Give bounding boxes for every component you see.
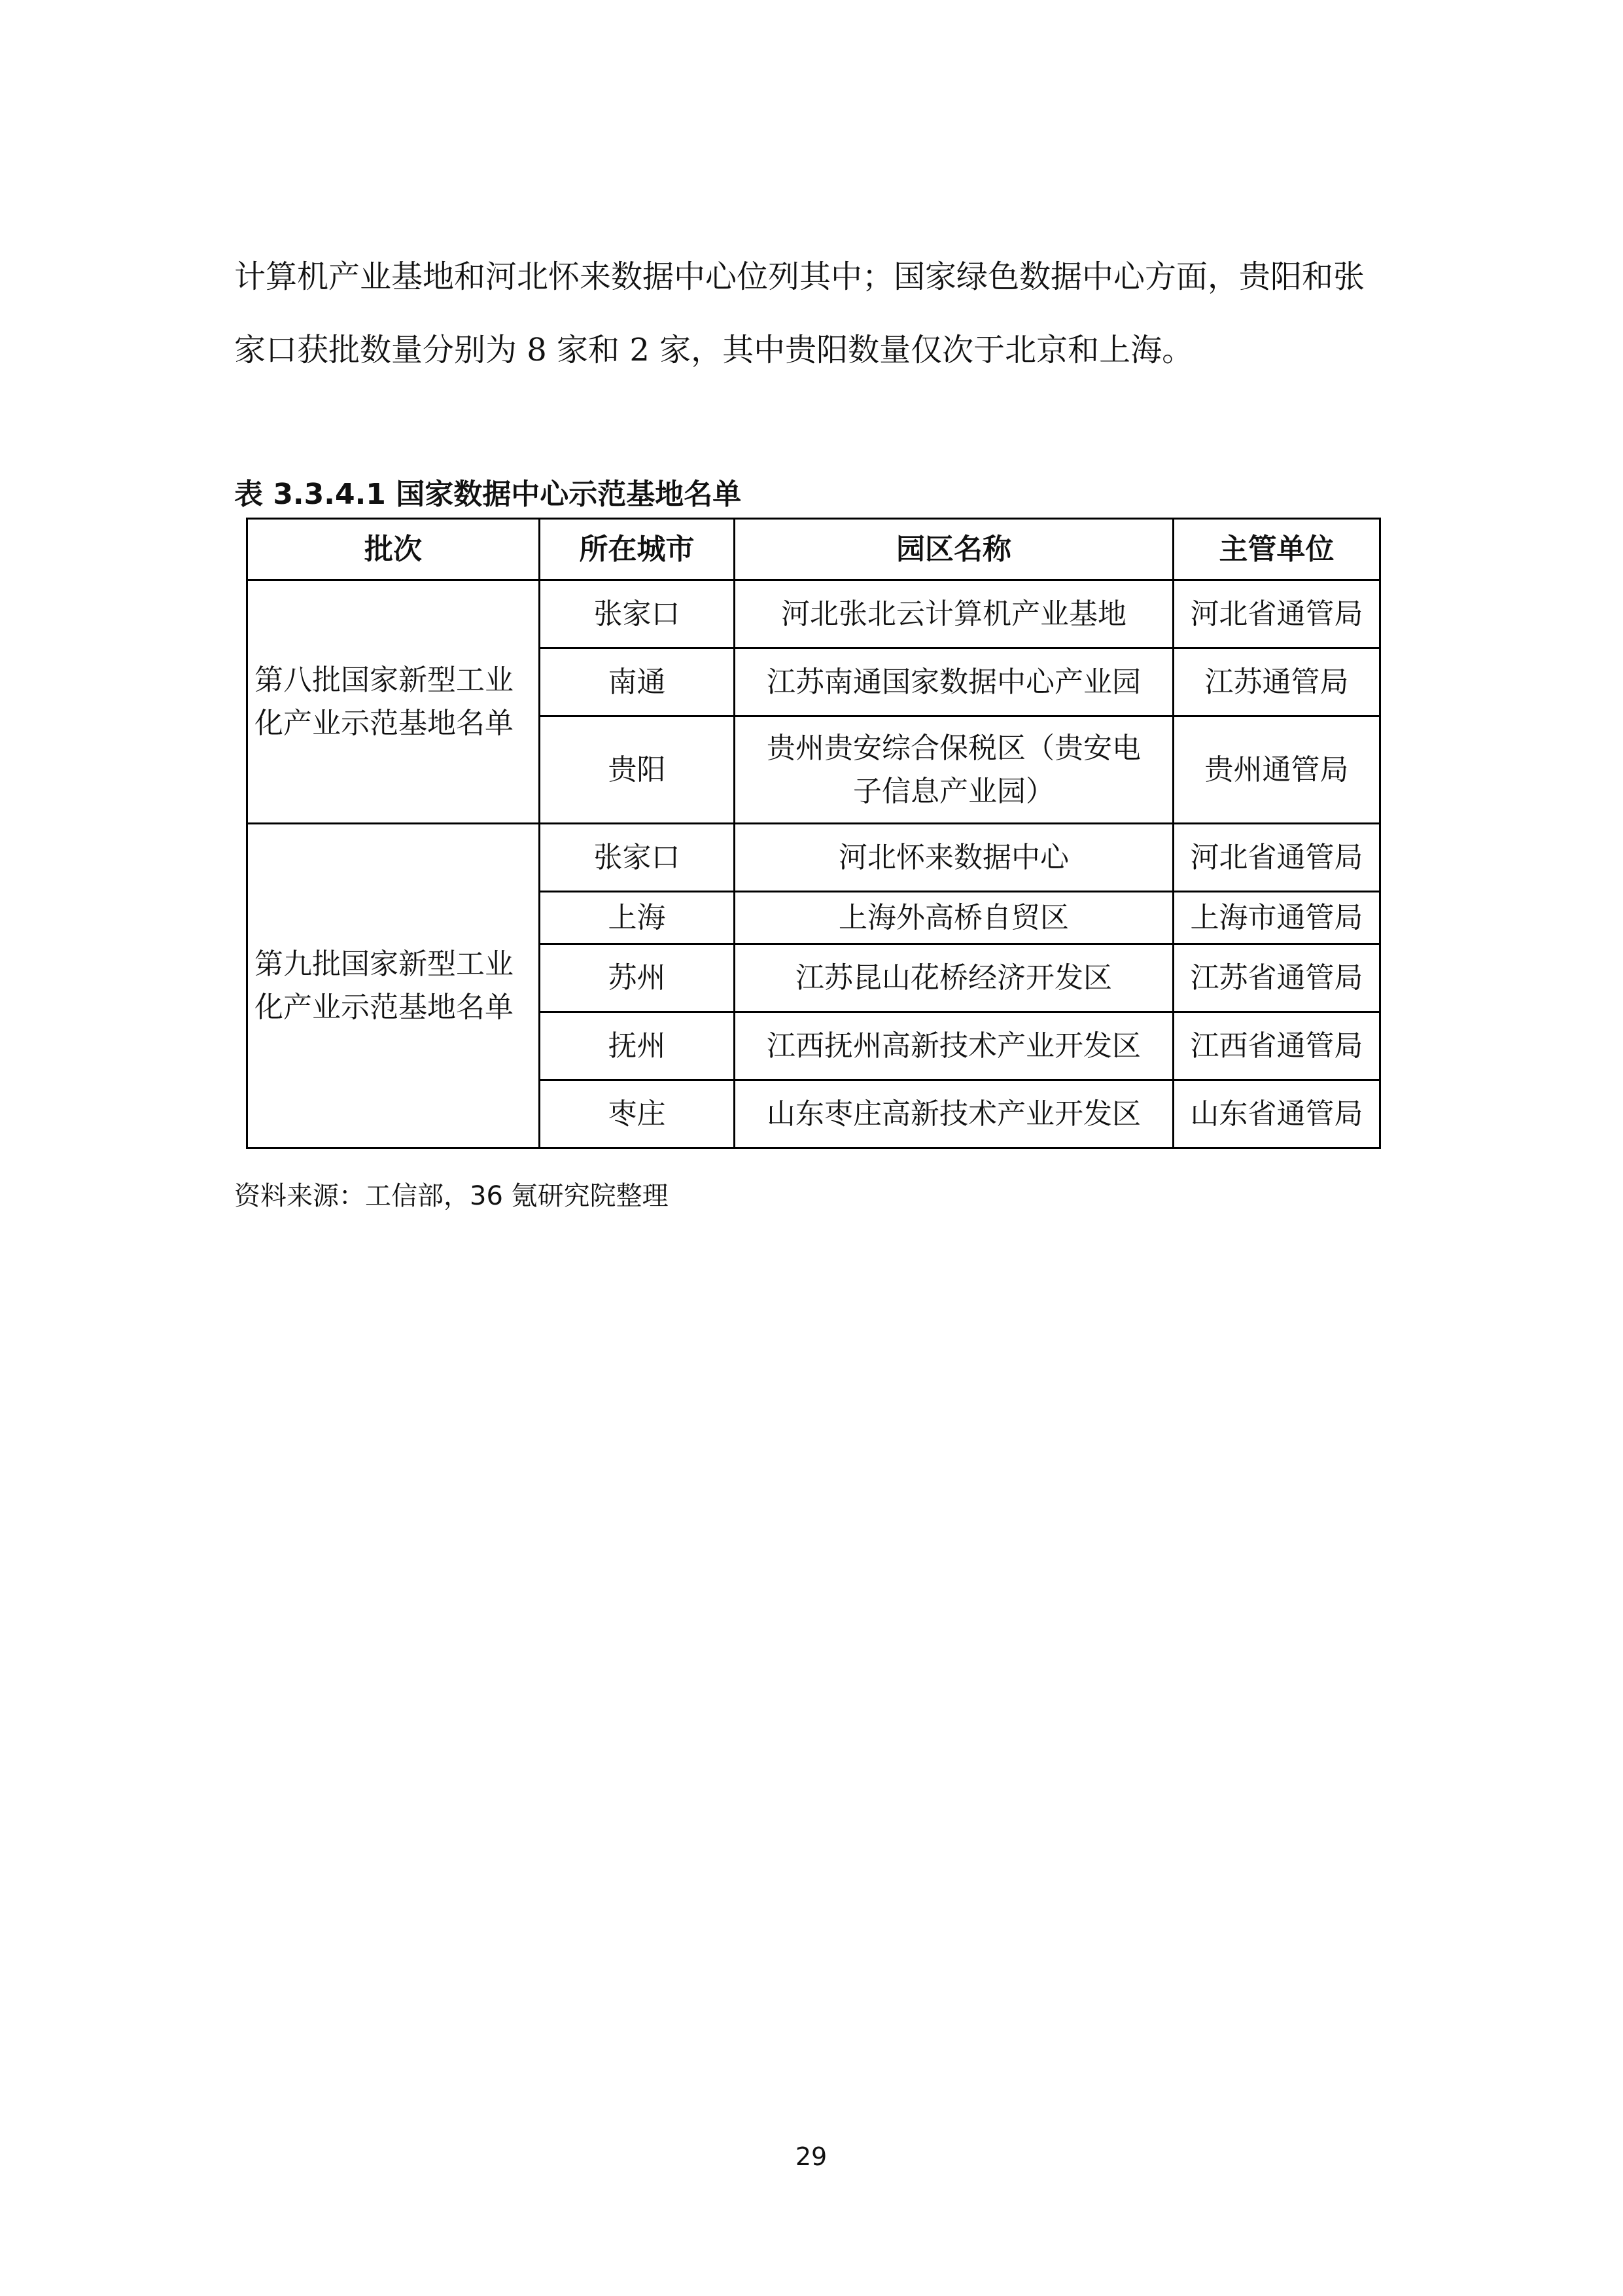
city-cell: 苏州 xyxy=(540,944,735,1012)
source-note: 资料来源：工信部，36 氪研究院整理 xyxy=(234,1181,669,1211)
authority-cell: 江西省通管局 xyxy=(1174,1012,1380,1080)
park-cell: 贵州贵安综合保税区（贵安电子信息产业园） xyxy=(735,716,1174,824)
park-cell: 江苏昆山花桥经济开发区 xyxy=(735,944,1174,1012)
batch-cell: 第九批国家新型工业化产业示范基地名单 xyxy=(247,824,540,1148)
park-cell: 上海外高桥自贸区 xyxy=(735,892,1174,944)
authority-cell: 贵州通管局 xyxy=(1174,716,1380,824)
authority-cell: 河北省通管局 xyxy=(1174,824,1380,892)
table-caption: 表 3.3.4.1 国家数据中心示范基地名单 xyxy=(234,478,742,511)
authority-cell: 江苏通管局 xyxy=(1174,648,1380,716)
column-header: 园区名称 xyxy=(735,519,1174,580)
authority-cell: 山东省通管局 xyxy=(1174,1080,1380,1148)
column-header: 主管单位 xyxy=(1174,519,1380,580)
table-row xyxy=(247,580,1380,648)
table-row xyxy=(247,824,1380,892)
paragraph-line: 计算机产业基地和河北怀来数据中心位列其中；国家绿色数据中心方面，贵阳和张 xyxy=(234,258,1365,295)
city-cell: 枣庄 xyxy=(540,1080,735,1148)
table-header-row xyxy=(247,519,1380,580)
city-cell: 张家口 xyxy=(540,580,735,648)
city-cell: 抚州 xyxy=(540,1012,735,1080)
column-header: 批次 xyxy=(247,519,540,580)
city-cell: 贵阳 xyxy=(540,716,735,824)
column-header: 所在城市 xyxy=(540,519,735,580)
authority-cell: 上海市通管局 xyxy=(1174,892,1380,944)
city-cell: 张家口 xyxy=(540,824,735,892)
park-cell: 山东枣庄高新技术产业开发区 xyxy=(735,1080,1174,1148)
park-cell: 河北怀来数据中心 xyxy=(735,824,1174,892)
paragraph-line: 家口获批数量分别为 8 家和 2 家，其中贵阳数量仅次于北京和上海。 xyxy=(234,332,1194,368)
park-cell: 河北张北云计算机产业基地 xyxy=(735,580,1174,648)
park-cell: 江西抚州高新技术产业开发区 xyxy=(735,1012,1174,1080)
data-center-table xyxy=(246,518,1381,1149)
batch-cell: 第八批国家新型工业化产业示范基地名单 xyxy=(247,580,540,824)
city-cell: 南通 xyxy=(540,648,735,716)
park-cell: 江苏南通国家数据中心产业园 xyxy=(735,648,1174,716)
authority-cell: 河北省通管局 xyxy=(1174,580,1380,648)
city-cell: 上海 xyxy=(540,892,735,944)
authority-cell: 江苏省通管局 xyxy=(1174,944,1380,1012)
page-number: 29 xyxy=(795,2142,828,2171)
